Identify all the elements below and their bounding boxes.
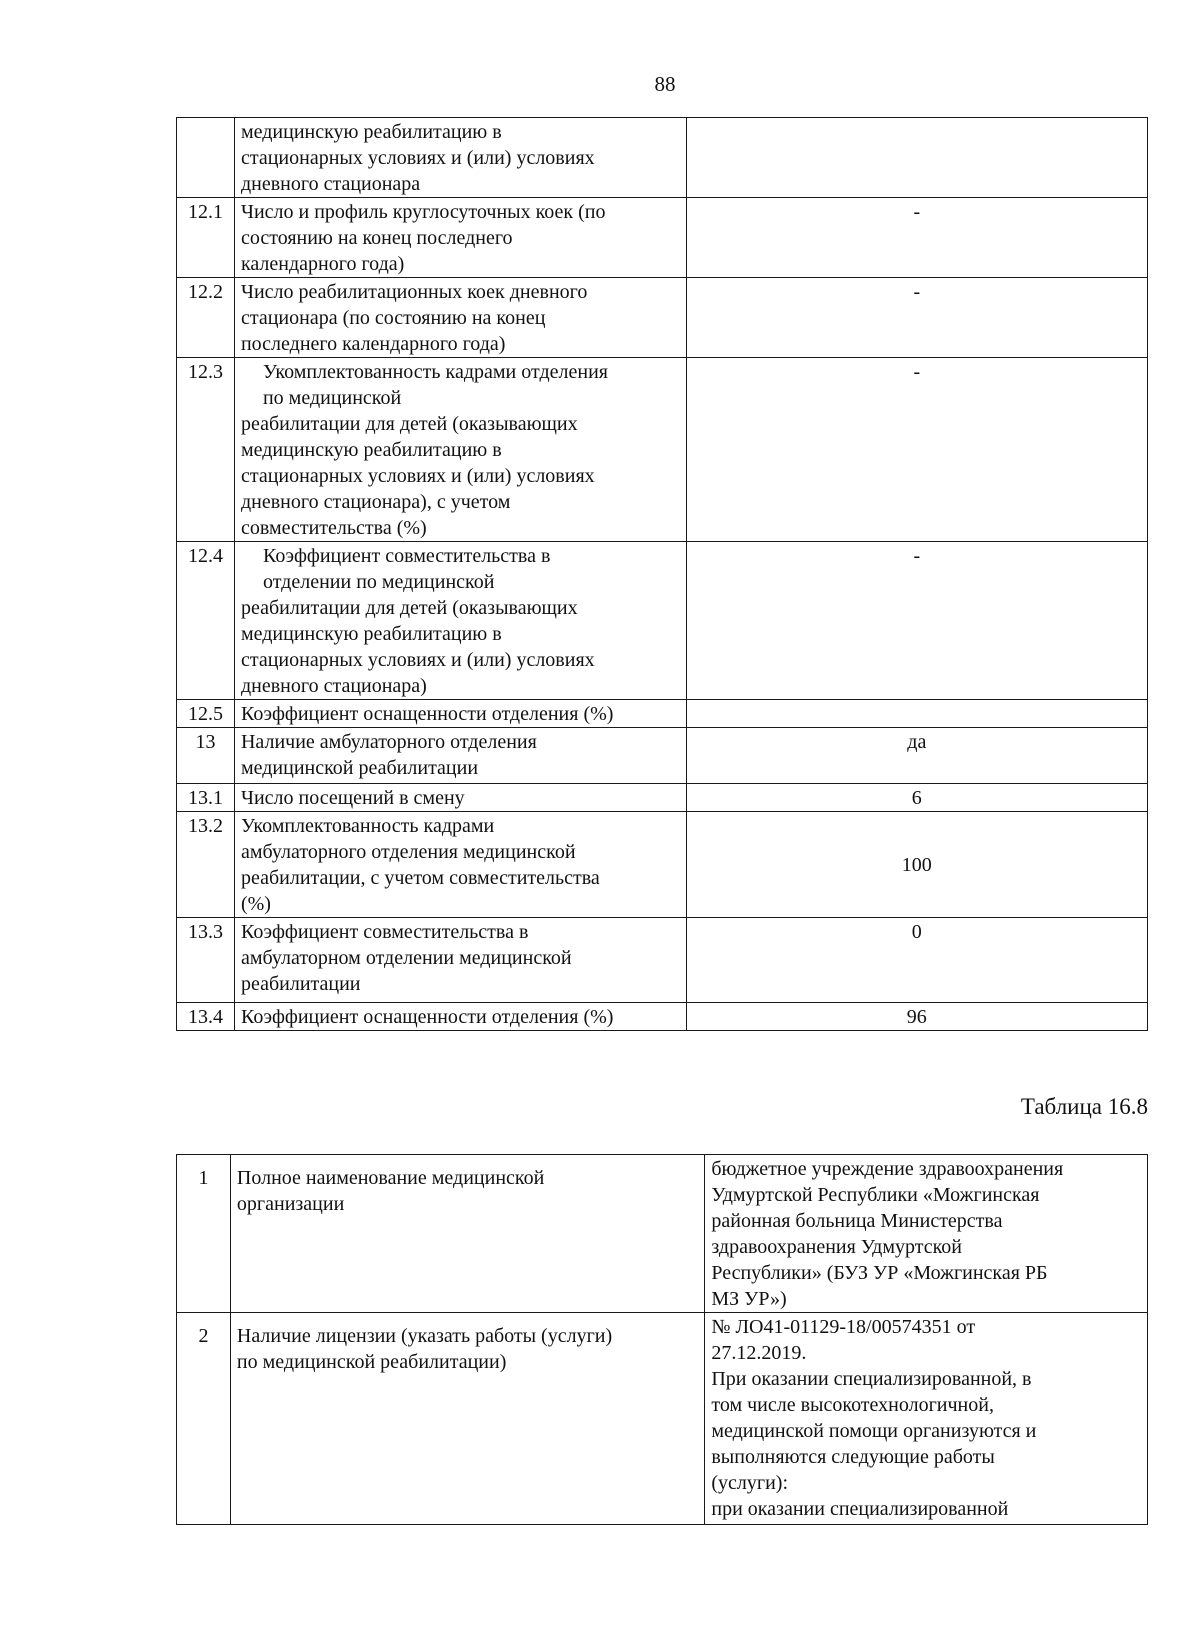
- indicator-label: [234, 278, 686, 358]
- cell-line: том числе высокотехнологичной,: [711, 1394, 994, 1416]
- table-row: [177, 918, 1148, 1003]
- indicator-label: [234, 728, 686, 784]
- cell-line: здравоохранения Удмуртской: [711, 1236, 963, 1258]
- table-row: [177, 812, 1148, 918]
- cell-line: реабилитации, с учетом совместительства: [240, 867, 600, 889]
- cell-line: Число реабилитационных коек дневного: [240, 281, 588, 303]
- row-number: 12.1: [177, 198, 235, 278]
- cell-line: медицинскую реабилитацию в: [240, 623, 502, 645]
- row-number: 12.2: [177, 278, 235, 358]
- cell-line: Укомплектованность кадрами отделения: [262, 361, 608, 383]
- cell-line: Коэффициент совместительства в: [262, 545, 551, 567]
- cell-line: Коэффициент оснащенности отделения (%): [240, 703, 614, 725]
- cell-line: Республики» (БУЗ УР «Можгинская РБ: [711, 1262, 1048, 1284]
- organization-info-table: [176, 1154, 1148, 1525]
- page-number: 88: [654, 72, 676, 96]
- row-number: 2: [177, 1313, 231, 1525]
- field-label: [230, 1313, 704, 1525]
- cell-line: амбулаторном отделении медицинской: [240, 947, 572, 969]
- indicator-value: [686, 118, 1147, 198]
- indicator-value: 6: [686, 784, 1147, 812]
- cell-line: медицинскую реабилитацию в: [240, 121, 502, 143]
- table-row: [177, 358, 1148, 542]
- cell-line: по медицинской: [262, 387, 402, 409]
- indicator-label: [234, 542, 686, 700]
- cell-line: реабилитации для детей (оказывающих: [240, 597, 578, 619]
- row-number: 12.4: [177, 542, 235, 700]
- cell-line: по медицинской реабилитации): [236, 1351, 507, 1373]
- cell-line: Наличие лицензии (указать работы (услуги): [236, 1325, 613, 1347]
- cell-line: состоянию на конец последнего: [240, 227, 513, 249]
- indicator-label: [234, 358, 686, 542]
- cell-line: (%): [240, 893, 271, 915]
- row-number: 12.5: [177, 700, 235, 728]
- table-row: [177, 728, 1148, 784]
- cell-line: Коэффициент оснащенности отделения (%): [240, 1006, 614, 1028]
- indicator-value: -: [686, 542, 1147, 700]
- cell-line: дневного стационара: [240, 173, 421, 195]
- table-row: [177, 278, 1148, 358]
- table-row: [177, 542, 1148, 700]
- row-number: 13.3: [177, 918, 235, 1003]
- cell-line: Коэффициент совместительства в: [240, 921, 529, 943]
- row-number: 13: [177, 728, 235, 784]
- field-value: [705, 1155, 1148, 1313]
- indicator-label: [234, 1003, 686, 1031]
- indicator-label: [234, 700, 686, 728]
- table-caption: Таблица 16.8: [1020, 1094, 1148, 1119]
- cell-line: Число посещений в смену: [240, 787, 465, 809]
- cell-line: При оказании специализированной, в: [711, 1368, 1032, 1390]
- indicator-value: 0: [686, 918, 1147, 1003]
- table-row: [177, 118, 1148, 198]
- field-value: [705, 1313, 1148, 1525]
- row-number: 1: [177, 1155, 231, 1313]
- table-row: [177, 1313, 1148, 1525]
- indicator-label: [234, 118, 686, 198]
- cell-line: медицинскую реабилитацию в: [240, 439, 502, 461]
- indicator-value: 100: [686, 812, 1147, 918]
- table-row: [177, 700, 1148, 728]
- indicator-value: -: [686, 358, 1147, 542]
- cell-line: районная больница Министерства: [711, 1210, 1003, 1232]
- indicator-value: [686, 700, 1147, 728]
- row-number: 13.1: [177, 784, 235, 812]
- cell-line: МЗ УР»): [711, 1288, 787, 1310]
- cell-line: последнего календарного года): [240, 333, 506, 355]
- cell-line: стационарных условиях и (или) условиях: [240, 649, 595, 671]
- indicator-label: [234, 784, 686, 812]
- cell-line: реабилитации: [240, 973, 361, 995]
- row-number: 13.4: [177, 1003, 235, 1031]
- indicator-value: -: [686, 198, 1147, 278]
- indicator-label: [234, 918, 686, 1003]
- cell-line: стационарных условиях и (или) условиях: [240, 465, 595, 487]
- cell-line: Укомплектованность кадрами: [240, 815, 495, 837]
- row-number: 13.2: [177, 812, 235, 918]
- cell-line: амбулаторного отделения медицинской: [240, 841, 576, 863]
- cell-line: стационара (по состоянию на конец: [240, 307, 546, 329]
- cell-line: бюджетное учреждение здравоохранения: [711, 1158, 1064, 1180]
- cell-line: Удмуртской Республики «Можгинская: [711, 1184, 1040, 1206]
- cell-line: реабилитации для детей (оказывающих: [240, 413, 578, 435]
- field-label: [230, 1155, 704, 1313]
- indicator-value: 96: [686, 1003, 1147, 1031]
- cell-line: Полное наименование медицинской: [236, 1167, 545, 1189]
- cell-line: дневного стационара): [240, 675, 427, 697]
- indicator-label: [234, 198, 686, 278]
- cell-line: организации: [236, 1193, 345, 1215]
- indicator-value: -: [686, 278, 1147, 358]
- cell-line: медицинской реабилитации: [240, 757, 479, 779]
- cell-line: дневного стационара), с учетом: [240, 491, 511, 513]
- table-row: [177, 198, 1148, 278]
- cell-line: Наличие амбулаторного отделения: [240, 731, 537, 753]
- cell-line: № ЛО41-01129-18/00574351 от: [711, 1316, 976, 1338]
- indicator-label: [234, 812, 686, 918]
- row-number: 12.3: [177, 358, 235, 542]
- cell-line: отделении по медицинской: [262, 571, 495, 593]
- cell-line: при оказании специализированной: [711, 1498, 1009, 1520]
- cell-line: медицинской помощи организуются и: [711, 1420, 1037, 1442]
- table-row: [177, 1155, 1148, 1313]
- cell-line: совместительства (%): [240, 517, 427, 539]
- cell-line: стационарных условиях и (или) условиях: [240, 147, 595, 169]
- indicator-value: да: [686, 728, 1147, 784]
- rehabilitation-indicators-table: [176, 117, 1148, 1031]
- cell-line: календарного года): [240, 253, 405, 275]
- cell-line: 27.12.2019.: [711, 1342, 807, 1364]
- table-row: [177, 1003, 1148, 1031]
- cell-line: выполняются следующие работы: [711, 1446, 995, 1468]
- row-number: [177, 118, 235, 198]
- cell-line: Число и профиль круглосуточных коек (по: [240, 201, 606, 223]
- table-row: [177, 784, 1148, 812]
- cell-line: (услуги):: [711, 1472, 788, 1494]
